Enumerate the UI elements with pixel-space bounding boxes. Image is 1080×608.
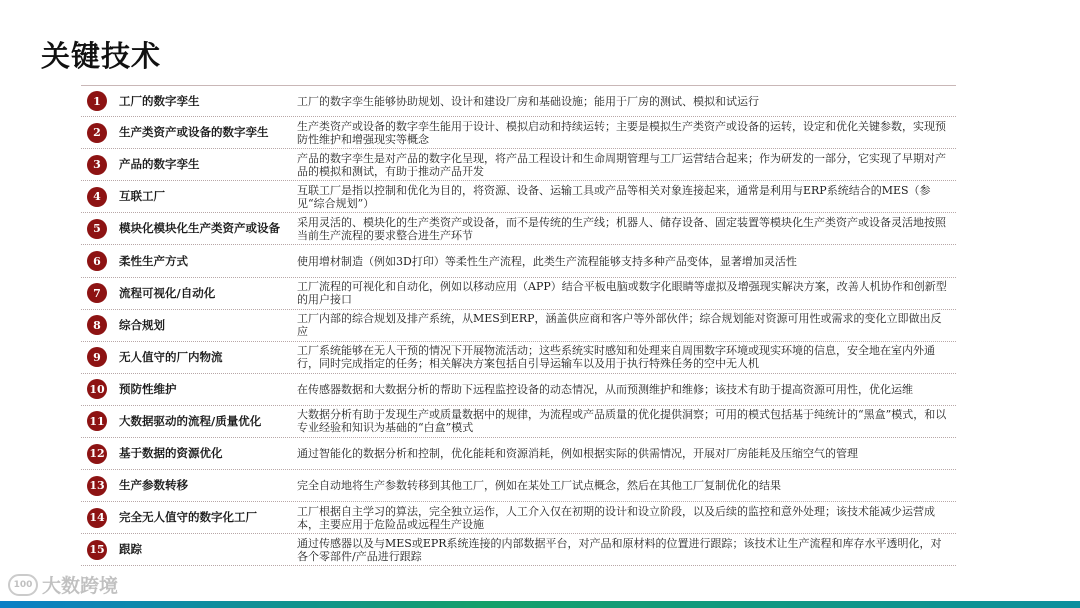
technology-name: 柔性生产方式 <box>119 253 188 268</box>
table-row <box>81 149 956 181</box>
table-row <box>81 213 956 245</box>
page-title: 关键技术 <box>41 39 162 73</box>
row-number-badge: 6 <box>87 251 107 271</box>
technology-description: 产品的数字孪生是对产品的数字化呈现，将产品工程设计和生命周期管理与工厂运营结合起来；作为研发的一部分，它实现了早期对产品的模拟和测试，有助于推动产品开发 <box>297 151 946 178</box>
technology-description: 工厂根据自主学习的算法，完全独立运作，人工介入仅在初期的设计和设立阶段，以及后续的监控和意外处理；该技术能减少运营成本，主要应用于危险品或远程生产设施 <box>297 504 935 531</box>
technology-name: 产品的数字孪生 <box>119 157 200 172</box>
row-number-badge: 4 <box>87 187 107 207</box>
watermark-logo-icon: 100 <box>8 574 38 596</box>
technology-name: 综合规划 <box>119 317 165 332</box>
technology-name: 生产类资产或设备的数字孪生 <box>119 125 269 140</box>
technology-description: 通过传感器以及与MES或EPR系统连接的内部数据平台，对产品和原材料的位置进行跟踪；该技术让生产流程和库存水平透明化，对各个零部件/产品进行跟踪 <box>297 536 942 563</box>
row-number-badge: 7 <box>87 283 107 303</box>
row-number-badge: 14 <box>87 508 107 528</box>
technology-description: 工厂系统能够在无人干预的情况下开展物流活动；这些系统实时感知和处理来自周围数字环境或现实环境的信息，安全地在室内外通行，同时完成指定的任务；相关解决方案包括自引导运输车以及用于执行特殊任务的空中无人机 <box>297 344 935 371</box>
bottom-accent-bar <box>0 601 1080 608</box>
technology-description: 在传感器数据和大数据分析的帮助下远程监控设备的动态情况，从而预测维护和维修；该技术有助于提高资源可用性，优化运维 <box>297 382 913 396</box>
row-number-badge: 1 <box>87 91 107 111</box>
row-number-badge: 15 <box>87 540 107 560</box>
table-row <box>81 278 956 310</box>
row-number-badge: 10 <box>87 379 107 399</box>
technology-name: 流程可视化/自动化 <box>119 285 216 300</box>
table-row <box>81 85 956 117</box>
row-number-badge: 3 <box>87 155 107 175</box>
watermark-text: 大数跨境 <box>42 575 119 597</box>
technology-name: 工厂的数字孪生 <box>119 93 200 108</box>
technology-name: 大数据驱动的流程/质量优化 <box>119 413 262 428</box>
technology-table <box>81 85 956 566</box>
row-number-badge: 12 <box>87 444 107 464</box>
watermark <box>8 571 118 598</box>
table-row <box>81 374 956 406</box>
row-number-badge: 11 <box>87 411 107 431</box>
technology-name: 基于数据的资源优化 <box>119 446 223 461</box>
table-row <box>81 534 956 566</box>
technology-name: 生产参数转移 <box>119 478 188 493</box>
row-number-badge: 13 <box>87 476 107 496</box>
technology-name: 跟踪 <box>119 542 142 557</box>
technology-description: 工厂的数字孪生能够协助规划、设计和建设厂房和基础设施；能用于厂房的测试、模拟和试运行 <box>297 94 759 108</box>
table-row <box>81 470 956 502</box>
row-number-badge: 5 <box>87 219 107 239</box>
technology-name: 模块化模块化生产类资产或设备 <box>119 221 280 236</box>
technology-description: 通过智能化的数据分析和控制，优化能耗和资源消耗，例如根据实际的供需情况，开展对厂房能耗及压缩空气的管理 <box>297 447 858 461</box>
row-number-badge: 8 <box>87 315 107 335</box>
technology-name: 互联工厂 <box>119 189 165 204</box>
technology-name: 完全无人值守的数字化工厂 <box>119 510 257 525</box>
technology-name: 预防性维护 <box>119 381 177 396</box>
technology-description: 大数据分析有助于发现生产或质量数据中的规律，为流程或产品质量的优化提供洞察；可用的模式包括基于纯统计的“黑盒”模式，和以专业经验和知识为基础的“白盒”模式 <box>297 408 947 435</box>
table-row <box>81 406 956 438</box>
technology-description: 互联工厂是指以控制和优化为目的，将资源、设备、运输工具或产品等相关对象连接起来，通常是利用与ERP系统结合的MES（参见“综合规划”） <box>297 183 931 210</box>
table-row <box>81 342 956 374</box>
table-row <box>81 117 956 149</box>
technology-description: 完全自动地将生产参数转移到其他工厂，例如在某处工厂试点概念，然后在其他工厂复制优化的结果 <box>297 479 781 493</box>
technology-description: 使用增材制造（例如3D打印）等柔性生产流程，此类生产流程能够支持多种产品变体，显著增加灵活性 <box>297 254 797 268</box>
row-number-badge: 2 <box>87 123 107 143</box>
technology-description: 工厂流程的可视化和自动化，例如以移动应用（APP）结合平板电脑或数字化眼睛等虚拟及增强现实解决方案，改善人机协作和创新型的用户接口 <box>297 280 947 307</box>
technology-description: 采用灵活的、模块化的生产类资产或设备，而不是传统的生产线；机器人、储存设备、固定装置等模块化生产类资产或设备灵活地按照当前生产流程的要求整合进生产环节 <box>297 215 946 242</box>
technology-description: 工厂内部的综合规划及排产系统，从MES到ERP，涵盖供应商和客户等外部伙伴；综合规划能对资源可用性或需求的变化立即做出反应 <box>297 312 942 339</box>
table-row <box>81 502 956 534</box>
technology-name: 无人值守的厂内物流 <box>119 349 223 364</box>
table-row <box>81 245 956 277</box>
table-row <box>81 438 956 470</box>
row-number-badge: 9 <box>87 347 107 367</box>
technology-description: 生产类资产或设备的数字孪生能用于设计、模拟启动和持续运转；主要是模拟生产类资产或设备的运转，设定和优化关键参数，实现预防性维护和增强现实等概念 <box>297 119 946 146</box>
table-row <box>81 310 956 342</box>
table-row <box>81 181 956 213</box>
